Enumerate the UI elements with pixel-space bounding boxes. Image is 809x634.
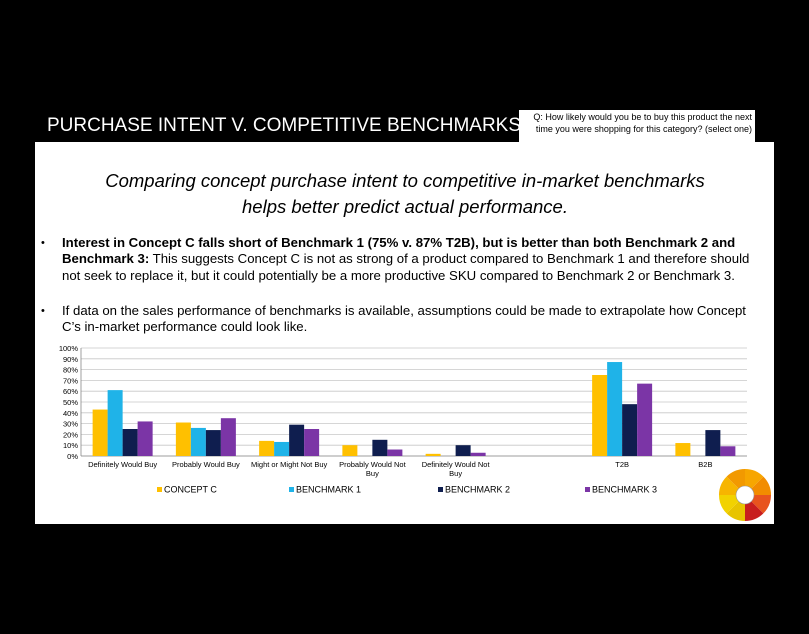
bar	[274, 442, 289, 456]
subtitle-line-2: helps better predict actual performance.	[242, 196, 568, 217]
bar	[221, 418, 236, 456]
x-tick-label: B2B	[698, 460, 713, 469]
legend-label: BENCHMARK 1	[296, 484, 362, 495]
bar	[592, 375, 607, 456]
bar	[607, 362, 622, 456]
x-tick-label: Probably Would Not	[339, 460, 406, 469]
y-tick-label: 60%	[62, 387, 78, 397]
y-tick-label: 0%	[67, 452, 78, 461]
bar	[705, 430, 720, 456]
legend-swatch	[585, 487, 590, 492]
bar	[387, 450, 402, 456]
bar	[191, 428, 206, 456]
y-tick-label: 10%	[62, 441, 78, 451]
bullet-body-text: This suggests Concept C is not as strong of a product compared to Benchmark 1 and therefore should not seek to replace it, but it could potentially be a more productive SKU compared to Benchmark 2 or Benchmark 3.	[62, 251, 750, 283]
bullet-marker: •	[41, 237, 45, 249]
bar	[720, 446, 735, 456]
bar	[206, 430, 221, 456]
subtitle	[75, 168, 735, 220]
legend-swatch	[289, 487, 294, 492]
x-tick-label: Probably Would Buy	[171, 460, 240, 469]
bar	[675, 443, 690, 456]
bar	[176, 423, 191, 456]
y-tick-label: 40%	[62, 408, 78, 418]
x-tick-label: Might or Might Not Buy	[250, 460, 328, 469]
bar	[456, 445, 471, 456]
purchase-intent-chart	[35, 340, 774, 505]
bar	[471, 453, 486, 456]
legend-swatch	[438, 487, 443, 492]
y-tick-label: 90%	[62, 354, 78, 364]
x-tick-label: T2B	[615, 460, 630, 469]
y-tick-label: 100%	[58, 344, 78, 353]
bullet-marker: •	[41, 305, 45, 317]
bar	[426, 454, 441, 456]
bullet-text	[62, 235, 762, 284]
slide	[35, 110, 774, 524]
bullet-bold-text: Interest in Concept C falls short of Benchmark 1 (75% v. 87% T2B), but is better than both Benchmark 2 and Benchmark 3:	[62, 235, 736, 267]
y-tick-label: 20%	[62, 430, 78, 440]
legend-label: BENCHMARK 3	[592, 484, 658, 495]
x-tick-label: Buy	[365, 469, 379, 478]
y-tick-label: 30%	[62, 419, 78, 429]
legend-label: CONCEPT C	[164, 484, 217, 495]
bar	[372, 440, 387, 456]
x-tick-label: Buy	[449, 469, 463, 478]
bullet-text	[62, 303, 762, 336]
x-tick-label: Definitely Would Buy	[88, 460, 158, 469]
bar	[342, 445, 357, 456]
question-strip	[755, 110, 774, 142]
logo-center	[736, 486, 754, 504]
bar	[93, 410, 108, 456]
y-tick-label: 50%	[62, 398, 78, 407]
bar	[637, 384, 652, 456]
bar	[123, 429, 138, 456]
subtitle-line-1: Comparing concept purchase intent to competitive in-market benchmarks	[105, 170, 705, 191]
x-tick-label: Definitely Would Not	[421, 460, 490, 469]
bar	[108, 390, 123, 456]
bullet-body-text: If data on the sales performance of benchmarks is available, assumptions could be made to extrapolate how Concept C’s in-market performance could look like.	[62, 303, 746, 335]
y-tick-label: 80%	[62, 365, 78, 375]
legend-label: BENCHMARK 2	[445, 484, 511, 495]
bar	[289, 425, 304, 456]
brand-wheel-logo	[717, 467, 773, 523]
bar	[138, 421, 153, 456]
survey-question: Q: How likely would you be to buy this product the next time you were shopping for this category? (select one)	[533, 112, 752, 134]
bar	[259, 441, 274, 456]
bar	[304, 429, 319, 456]
y-tick-label: 70%	[62, 376, 78, 386]
bar	[622, 404, 637, 456]
page-title: PURCHASE INTENT V. COMPETITIVE BENCHMARKS	[35, 110, 519, 142]
legend-swatch	[157, 487, 162, 492]
